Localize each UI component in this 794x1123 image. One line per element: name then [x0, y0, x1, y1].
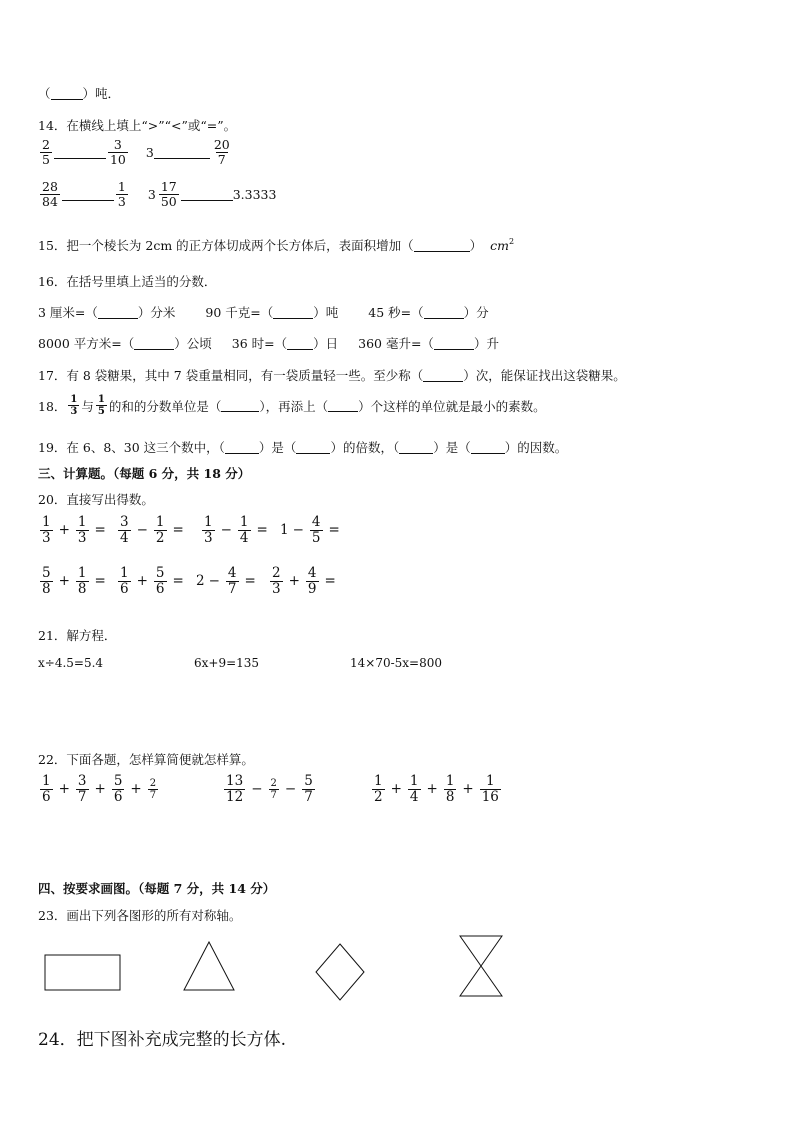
answer-blank[interactable]: [296, 441, 330, 454]
answer-blank[interactable]: [423, 369, 463, 382]
q21-equation-3: 14×70-5x=800: [350, 656, 443, 670]
compare-blank[interactable]: [62, 188, 114, 201]
q23-label: 23．画出下列各图形的所有对称轴。: [38, 908, 242, 923]
answer-blank[interactable]: [51, 87, 83, 100]
q22-expr-3: $\frac{1}{2}$ + $\frac{1}{4}$ + $\frac{1}{8}$ + $\frac{1}{16}$: [374, 773, 499, 805]
compare-blank[interactable]: [181, 188, 233, 201]
hourglass-shape: [458, 934, 504, 998]
q14-row-2: $\frac{28}{84}$ $\frac{1}{3}$ 3 $\frac{17}{50}$ 3.3333: [42, 179, 277, 209]
q16-label: 16．在括号里填上适当的分数．: [38, 274, 217, 289]
q24-label: 24．把下图补充成完整的长方体.: [38, 1030, 287, 1050]
q15: 15．把一个棱长为 2cm 的正方体切成两个长方体后，表面积增加（ ） $cm^2$: [38, 237, 515, 253]
q14-label: 14．在横线上填上“>”“<”或“=”。: [38, 118, 237, 133]
fraction: $\frac{3}{10}$: [109, 137, 126, 167]
q19: 19．在 6、8、30 这三个数中，（ ）是（ ）的倍数，（ ）是（ ）的因数。: [38, 440, 568, 455]
fraction: $\frac{17}{50}$: [160, 179, 177, 209]
q20-expr-5: $\frac{5}{8}$ + $\frac{1}{8}$ =: [42, 565, 106, 597]
answer-blank[interactable]: [399, 441, 433, 454]
answer-blank[interactable]: [273, 306, 313, 319]
rectangle-shape: [44, 954, 122, 992]
q22-expr-2: $\frac{13}{12}$ − $\frac{2}{7}$ − $\frac{5}{7}$: [226, 773, 313, 805]
fraction: $\frac{1}{3}$: [117, 179, 126, 209]
q21-equation-1: x÷4.5=5.4: [38, 656, 104, 670]
answer-blank[interactable]: [98, 306, 138, 319]
q21-equation-2: 6x+9=135: [194, 656, 260, 670]
compare-blank[interactable]: [54, 146, 106, 159]
answer-blank[interactable]: [328, 399, 358, 412]
fraction: $\frac{2}{5}$: [42, 137, 50, 167]
answer-blank[interactable]: [221, 399, 259, 412]
q14-row-1: $\frac{2}{5}$ $\frac{3}{10}$ 3 $\frac{20}{7}$: [42, 137, 230, 167]
answer-blank[interactable]: [424, 306, 464, 319]
q20-expr-6: $\frac{1}{6}$ + $\frac{5}{6}$ =: [120, 565, 184, 597]
fraction: $\frac{20}{7}$: [213, 137, 230, 167]
q20-expr-8: $\frac{2}{3}$ + $\frac{4}{9}$ =: [272, 565, 336, 597]
fraction: $\frac{1}{3}$: [70, 394, 78, 417]
answer-blank[interactable]: [134, 337, 174, 350]
q20-expr-1: $\frac{1}{3}$ + $\frac{1}{3}$ =: [42, 514, 106, 546]
q22-label: 22．下面各题，怎样算简便就怎样算。: [38, 752, 254, 767]
section-4-heading: 四、按要求画图。（每题 7 分，共 14 分）: [38, 881, 276, 896]
q20-label: 20．直接写出得数。: [38, 492, 154, 507]
answer-blank[interactable]: [434, 337, 474, 350]
q22-expr-1: $\frac{1}{6}$ + $\frac{3}{7}$ + $\frac{5}{6}$ + $\frac{2}{7}$: [42, 773, 157, 805]
q16-row-2: 8000 平方米=（ ）公顷 36 时=（ ）日 360 毫升=（ ）升: [38, 336, 499, 351]
triangle-shape: [182, 940, 236, 992]
q20-expr-4: 1 − $\frac{4}{5}$ =: [280, 514, 340, 546]
answer-blank[interactable]: [225, 441, 259, 454]
compare-blank[interactable]: [154, 146, 210, 159]
rhombus-shape: [314, 942, 366, 1002]
fraction: $\frac{28}{84}$: [42, 179, 58, 209]
answer-blank[interactable]: [471, 441, 505, 454]
q17: 17．有 8 袋糖果，其中 7 袋重量相同，有一袋质量轻一些。至少称（ ）次，能保证找出这袋糖果。: [38, 368, 626, 383]
fraction: $\frac{1}{5}$: [97, 394, 105, 417]
q20-expr-3: $\frac{1}{3}$ − $\frac{1}{4}$ =: [204, 514, 268, 546]
q21-label: 21．解方程．: [38, 628, 117, 643]
answer-blank[interactable]: [414, 239, 470, 252]
section-3-heading: 三、计算题。（每题 6 分，共 18 分）: [38, 466, 251, 481]
q16-row-1: 3 厘米=（ ）分米 90 千克=（ ）吨 45 秒=（ ）分: [38, 305, 489, 320]
top-line: （ ）吨．: [38, 86, 121, 101]
q20-expr-2: $\frac{3}{4}$ − $\frac{1}{2}$ =: [120, 514, 184, 546]
q20-expr-7: 2 − $\frac{4}{7}$ =: [196, 565, 256, 597]
answer-blank[interactable]: [287, 337, 313, 350]
q18: 18． $\frac{1}{3}$ 与 $\frac{1}{5}$ 的和的分数单位是（ ），再添上（ ）个这样的单位就是最小的素数。: [38, 394, 546, 417]
